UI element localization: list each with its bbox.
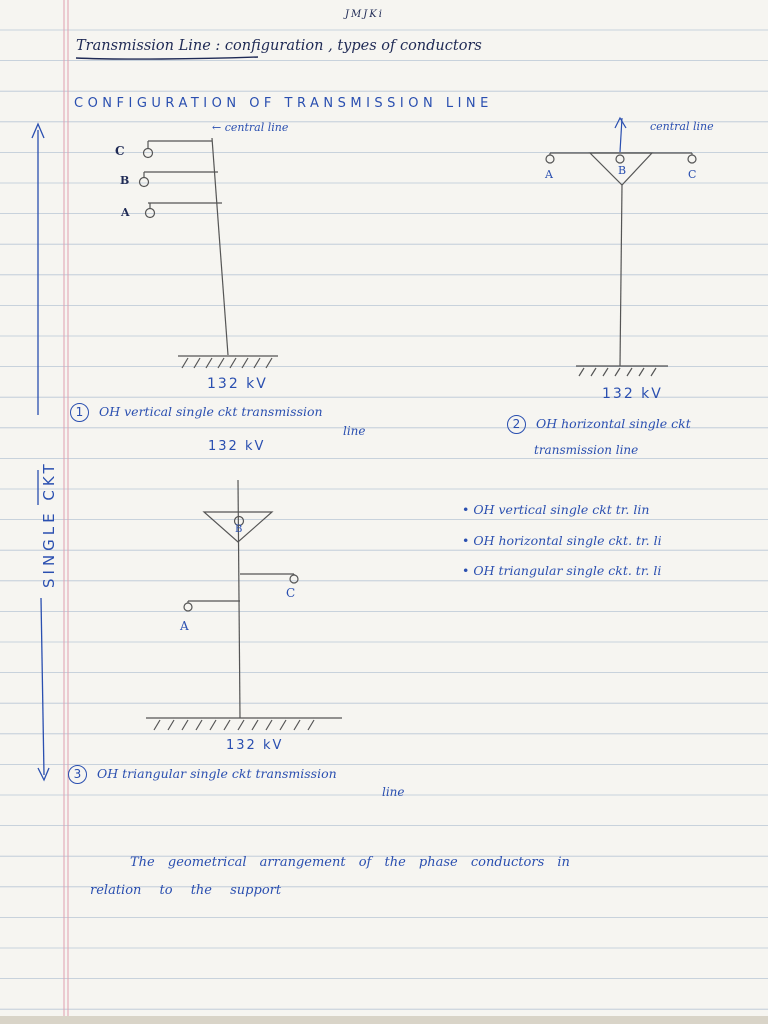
bullet-item-2-text: OH horizontal single ckt. tr. li xyxy=(473,533,662,548)
phase-label-c-2: C xyxy=(688,168,697,181)
phase-label-b-2: B xyxy=(618,164,627,177)
voltage-label-3: 132 kV xyxy=(226,738,284,753)
central-line-label-1: ← central line xyxy=(212,121,289,134)
caption-2 xyxy=(507,415,691,434)
voltage-label-3-top: 132 kV xyxy=(208,439,266,454)
bullet-item-1: • OH vertical single ckt tr. lin xyxy=(462,502,650,517)
caption-3-line2: line xyxy=(382,785,405,799)
diagram-horizontal xyxy=(546,118,696,376)
phase-label-a-1: A xyxy=(121,206,130,219)
page-bottom-edge xyxy=(0,1016,768,1024)
caption-number-2: 2 xyxy=(507,415,526,434)
caption-3-line1: OH triangular single ckt transmission xyxy=(97,766,337,781)
phase-label-b-3: B xyxy=(235,524,243,535)
caption-1 xyxy=(70,403,323,422)
caption-1-line2: line xyxy=(343,424,366,438)
phase-label-b-1: B xyxy=(120,174,130,187)
caption-number-1: 1 xyxy=(70,403,89,422)
caption-2-line1: OH horizontal single ckt xyxy=(536,416,691,431)
bullet-item-3-text: OH triangular single ckt. tr. li xyxy=(473,563,662,578)
page-initials: JMJKi xyxy=(345,9,384,20)
diagram-vertical xyxy=(140,138,279,368)
bullet-item-3: • OH triangular single ckt. tr. li xyxy=(462,563,662,578)
definition-line-1: The geometrical arrangement of the phase conductors in xyxy=(130,855,570,870)
caption-3 xyxy=(68,765,337,784)
phase-label-c-3: C xyxy=(286,586,296,600)
title-underline xyxy=(76,57,258,59)
bullet-item-2: • OH horizontal single ckt. tr. li xyxy=(462,533,662,548)
caption-number-3: 3 xyxy=(68,765,87,784)
section-heading: CONFIGURATION OF TRANSMISSION LINE xyxy=(74,96,493,111)
single-ckt-label: SINGLE CKT xyxy=(40,460,58,588)
phase-label-a-3: A xyxy=(180,619,189,633)
voltage-label-2: 132 kV xyxy=(602,386,663,402)
phase-label-a-2: A xyxy=(545,168,553,181)
caption-2-line2: transmission line xyxy=(534,443,639,457)
side-arrow xyxy=(32,124,49,780)
phase-label-c-1: C xyxy=(115,144,125,158)
page-title: Transmission Line : configuration , types of conductors xyxy=(76,38,482,54)
bullet-item-1-text: OH vertical single ckt tr. lin xyxy=(473,502,650,517)
voltage-label-1: 132 kV xyxy=(207,376,268,392)
definition-line-2: relation to the support xyxy=(90,883,282,898)
caption-1-line1: OH vertical single ckt transmission xyxy=(99,404,323,419)
central-line-label-2: central line xyxy=(650,120,714,133)
diagram-triangular xyxy=(146,480,342,730)
